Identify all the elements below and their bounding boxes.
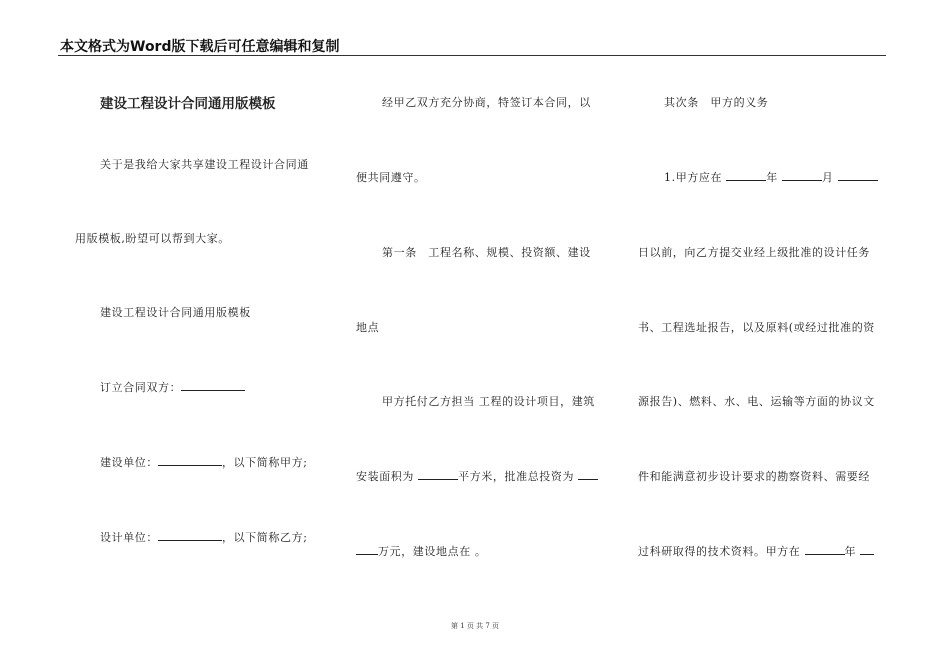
page-number: 第 1 页 共 7 页 (450, 622, 500, 630)
designer-blank (158, 530, 222, 541)
right-line-6: 件和能满意初步设计要求的勘察资料、需要经 (638, 470, 870, 483)
article-2-heading: 其次条 甲方的义务 (664, 96, 769, 109)
designer-label: 设计单位： (100, 531, 158, 544)
builder-suffix: ，以下简称甲方; (222, 456, 308, 469)
year-blank (726, 170, 766, 181)
area-blank (418, 469, 458, 480)
year-label: 年 (766, 171, 782, 184)
middle-line-5: 甲方托付乙方担当 工程的设计项目，建筑 (382, 395, 595, 408)
article-1-heading: 第一条 工程名称、规模、投资额、建设 (382, 246, 591, 259)
middle-line-1: 经甲乙双方充分协商，特签订本合同，以 (382, 96, 591, 109)
right-line-3: 日以前，向乙方提交业经上级批准的设计任务 (638, 246, 870, 259)
trailing-blank (860, 544, 874, 555)
area-investment-line (356, 468, 598, 484)
day-blank (838, 170, 878, 181)
month-blank (782, 170, 822, 181)
year-blank-2 (805, 544, 845, 555)
middle-line-4: 地点 (356, 321, 380, 334)
header-divider (58, 55, 886, 56)
parties-label: 订立合同双方： (100, 381, 182, 394)
builder-line (100, 454, 308, 470)
builder-label: 建设单位： (100, 456, 158, 469)
document-title: 建设工程设计合同通用版模板 (100, 96, 276, 112)
area-label: 安装面积为 (356, 470, 419, 483)
intro-line-1: 关于是我给大家共享建设工程设计合同通 (100, 158, 309, 171)
right-line-5: 源报告)、燃料、水、电、运输等方面的协议文 (638, 395, 875, 408)
document-name: 建设工程设计合同通用版模板 (100, 306, 251, 319)
parties-line (100, 379, 245, 395)
location-text: 万元，建设地点在 。 (378, 545, 487, 558)
date-prefix: 1.甲方应在 (664, 171, 727, 184)
investment-blank-cont (356, 544, 378, 555)
document-banner: 本文格式为Word版下载后可任意编辑和复制 (60, 39, 340, 55)
designer-line (100, 529, 308, 545)
tech-data-text: 过科研取得的技术资料。甲方在 (638, 545, 805, 558)
year-label-2: 年 (844, 545, 861, 558)
month-label: 月 (821, 171, 838, 184)
middle-line-2: 便共同遵守。 (356, 171, 426, 184)
designer-suffix: ，以下简称乙方; (222, 531, 308, 544)
intro-line-2: 用版模板,盼望可以帮到大家。 (75, 232, 230, 245)
right-line-7 (638, 543, 874, 559)
investment-blank (578, 469, 598, 480)
parties-blank (181, 380, 245, 391)
right-line-4: 书、工程选址报告，以及原料(或经过批准的资 (638, 321, 875, 334)
investment-label: 平方米，批准总投资为 (458, 470, 579, 483)
builder-blank (158, 455, 222, 466)
location-line (356, 543, 487, 559)
date-line (664, 169, 878, 185)
